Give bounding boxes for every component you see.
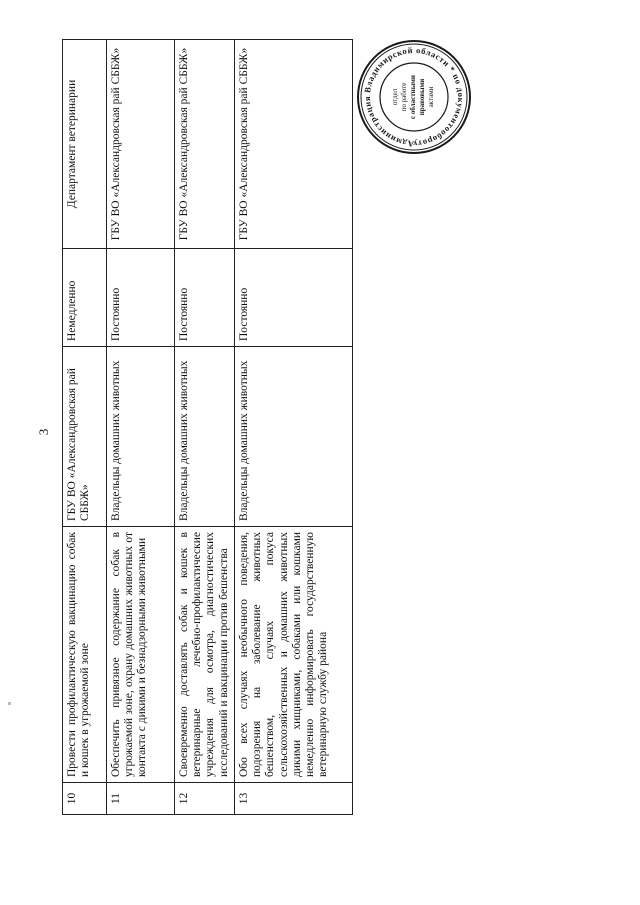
row-number-cell: 13	[234, 783, 352, 815]
responsible-cell: ГБУ ВО «Александровская рай СББЖ»	[175, 40, 235, 249]
responsible-cell: ГБУ ВО «Александровская рай СББЖ»	[234, 40, 352, 249]
row-number-cell: 11	[107, 783, 175, 815]
stamp-center-line: с областными	[409, 75, 417, 119]
measure-cell: Провести профилактическую вакцинацию собак и кошек в угрожаемой зоне	[63, 527, 107, 783]
executor-cell: Владельцы домашних животных	[107, 347, 175, 527]
measures-table	[62, 39, 353, 815]
stamp-center-line: отдел	[391, 88, 399, 106]
table-row	[234, 40, 352, 815]
executor-cell: ГБУ ВО «Александровская рай СББЖ»	[63, 347, 107, 527]
table-row	[107, 40, 175, 815]
stamp-ring-text: Администрация Владимирской области * по документообороту	[361, 44, 467, 150]
scan-speck	[8, 702, 11, 705]
executor-cell: Владельцы домашних животных	[234, 347, 352, 527]
responsible-cell: ГБУ ВО «Александровская рай СББЖ»	[107, 40, 175, 249]
measure-cell: Своевременно доставлять собак и кошек в ветеринарные лечебно-профилактические учреждения для осмотра, диагностических исследований и вакцинации против бешенства	[175, 527, 235, 783]
page-number: 3	[36, 428, 51, 436]
term-cell: Постоянно	[234, 249, 352, 347]
stamp-center-line: актами	[427, 86, 435, 108]
row-number-cell: 12	[175, 783, 235, 815]
stamp-center-line: правовыми	[418, 78, 426, 116]
official-stamp	[355, 38, 473, 156]
measure-cell: Обеспечить привязное содержание собак в угрожаемой зоне, охрану домашних животных от контакта с дикими и безнадзорными животными	[107, 527, 175, 783]
executor-cell: Владельцы домашних животных	[175, 347, 235, 527]
responsible-cell: Департамент ветеринарии	[63, 40, 107, 249]
term-cell: Постоянно	[175, 249, 235, 347]
row-number-cell: 10	[63, 783, 107, 815]
term-cell: Постоянно	[107, 249, 175, 347]
measure-cell: Обо всех случаях необычного поведения, подозрения на заболевание животных бешенством, случаях покуса сельскохозяйственных и домашних животных дикими хищниками, собаками или кошками немедленно информировать государственную ветеринарную службу района	[234, 527, 352, 783]
table-row	[63, 40, 107, 815]
rotated-table-container	[62, 40, 348, 815]
table-row	[175, 40, 235, 815]
term-cell: Немедленно	[63, 249, 107, 347]
stamp-center-line: по работе	[400, 82, 408, 112]
stamp-graphic	[355, 38, 473, 156]
